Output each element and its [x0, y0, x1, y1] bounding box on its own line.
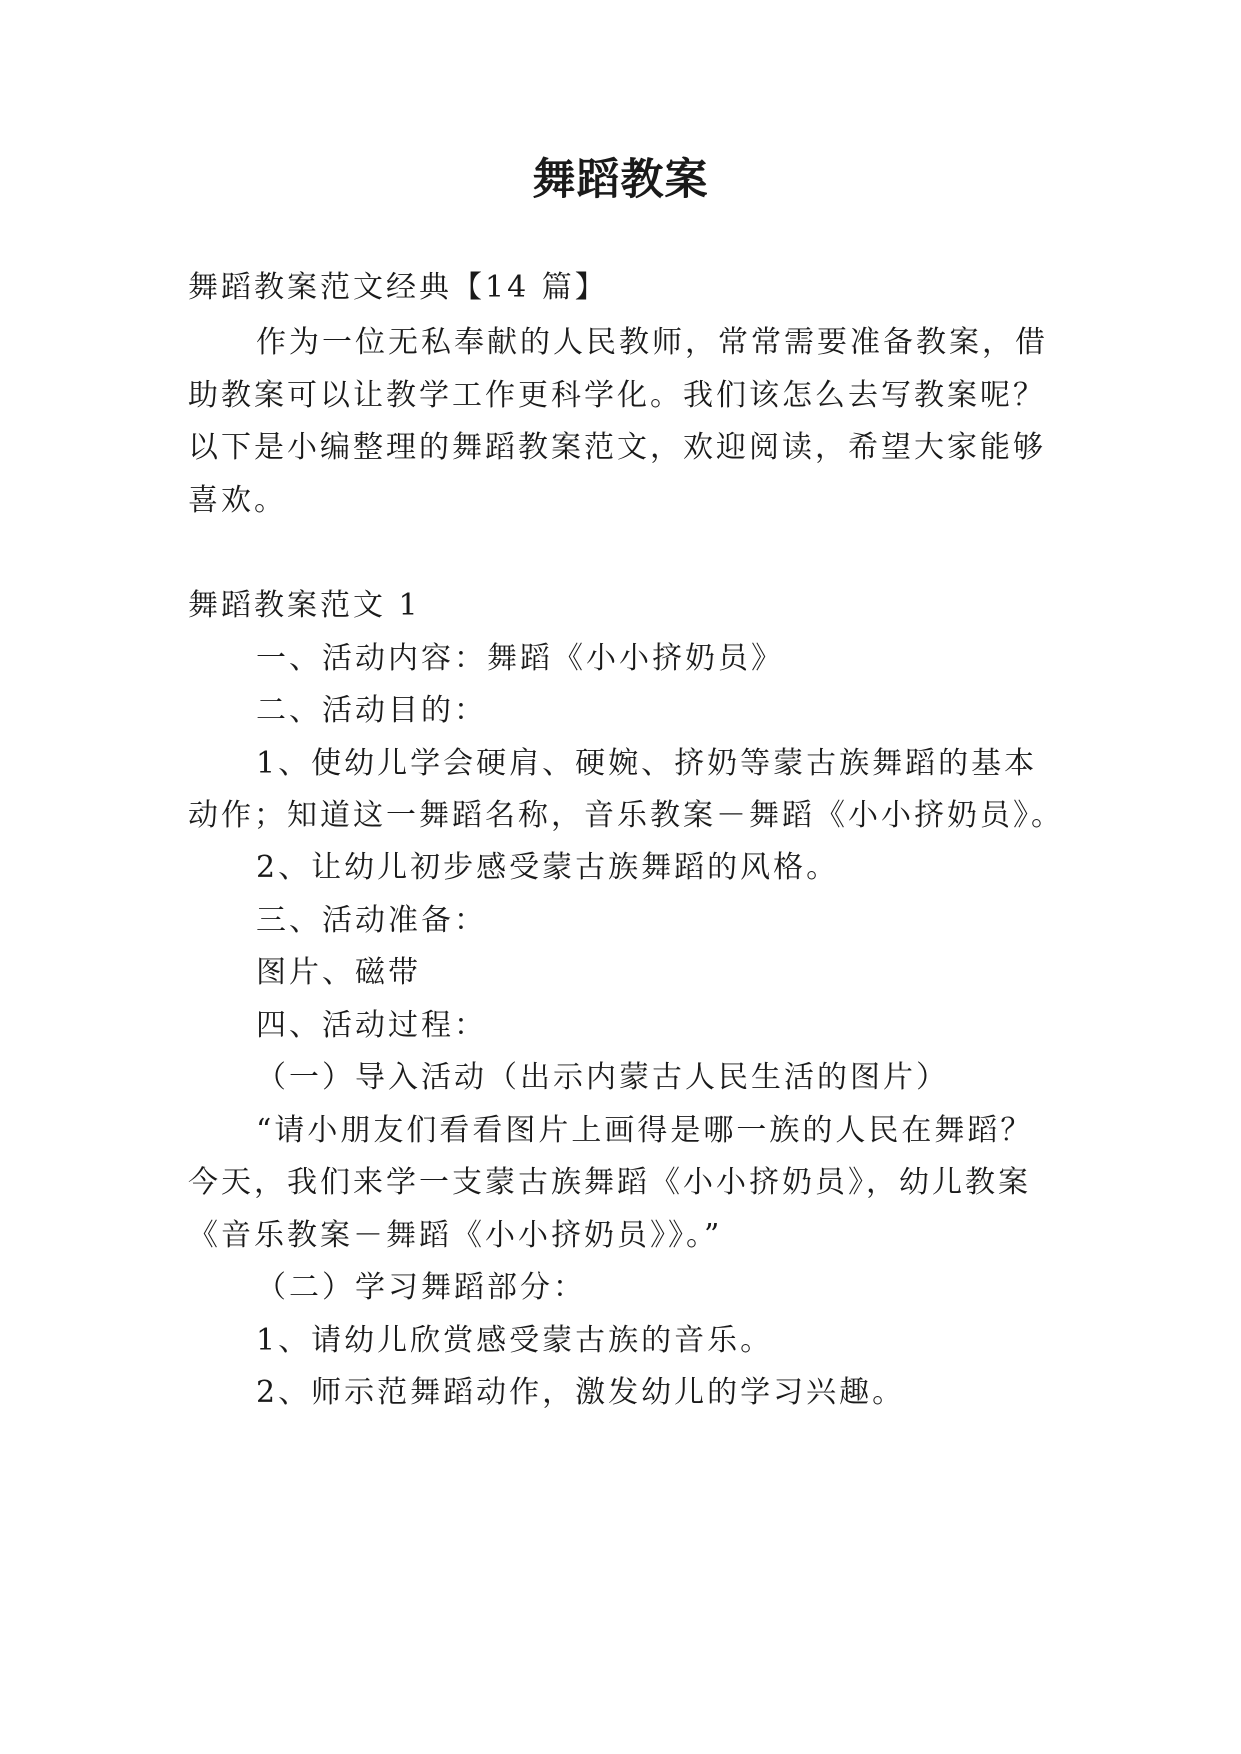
body-line-10: “请小朋友们看看图片上画得是哪一族的人民在舞蹈？ — [256, 1113, 1034, 1148]
intro-line-4: 喜欢。 — [188, 483, 287, 518]
body-line-13: （二）学习舞蹈部分： — [256, 1270, 586, 1305]
body-line-7: 图片、磁带 — [256, 955, 421, 990]
body-line-6: 三、活动准备： — [256, 903, 487, 938]
document-title: 舞蹈教案 — [532, 155, 709, 205]
body-line-2: 二、活动目的： — [256, 693, 487, 728]
body-line-1: 一、活动内容：舞蹈《小小挤奶员》 — [256, 641, 784, 676]
section-heading: 舞蹈教案范文 1 — [188, 588, 421, 623]
body-line-5: 2、让幼儿初步感受蒙古族舞蹈的风格。 — [256, 850, 840, 885]
intro-line-1: 作为一位无私奉献的人民教师，常常需要准备教案，借 — [256, 325, 1048, 360]
body-line-14: 1、请幼儿欣赏感受蒙古族的音乐。 — [256, 1323, 774, 1358]
body-line-4: 动作；知道这一舞蹈名称，音乐教案－舞蹈《小小挤奶员》。 — [188, 798, 1064, 833]
body-line-11: 今天，我们来学一支蒙古族舞蹈《小小挤奶员》，幼儿教案 — [188, 1165, 1031, 1200]
body-line-15: 2、师示范舞蹈动作，激发幼儿的学习兴趣。 — [256, 1375, 906, 1410]
document-subtitle: 舞蹈教案范文经典【14 篇】 — [188, 270, 608, 305]
body-line-12: 《音乐教案－舞蹈《小小挤奶员》》。” — [188, 1218, 723, 1253]
body-line-3: 1、使幼儿学会硬肩、硬婉、挤奶等蒙古族舞蹈的基本 — [256, 746, 1038, 781]
body-line-9: （一）导入活动（出示内蒙古人民生活的图片） — [256, 1060, 949, 1095]
intro-line-2: 助教案可以让教学工作更科学化。我们该怎么去写教案呢？ — [188, 378, 1046, 413]
body-line-8: 四、活动过程： — [256, 1008, 487, 1043]
intro-line-3: 以下是小编整理的舞蹈教案范文，欢迎阅读，希望大家能够 — [188, 430, 1046, 465]
